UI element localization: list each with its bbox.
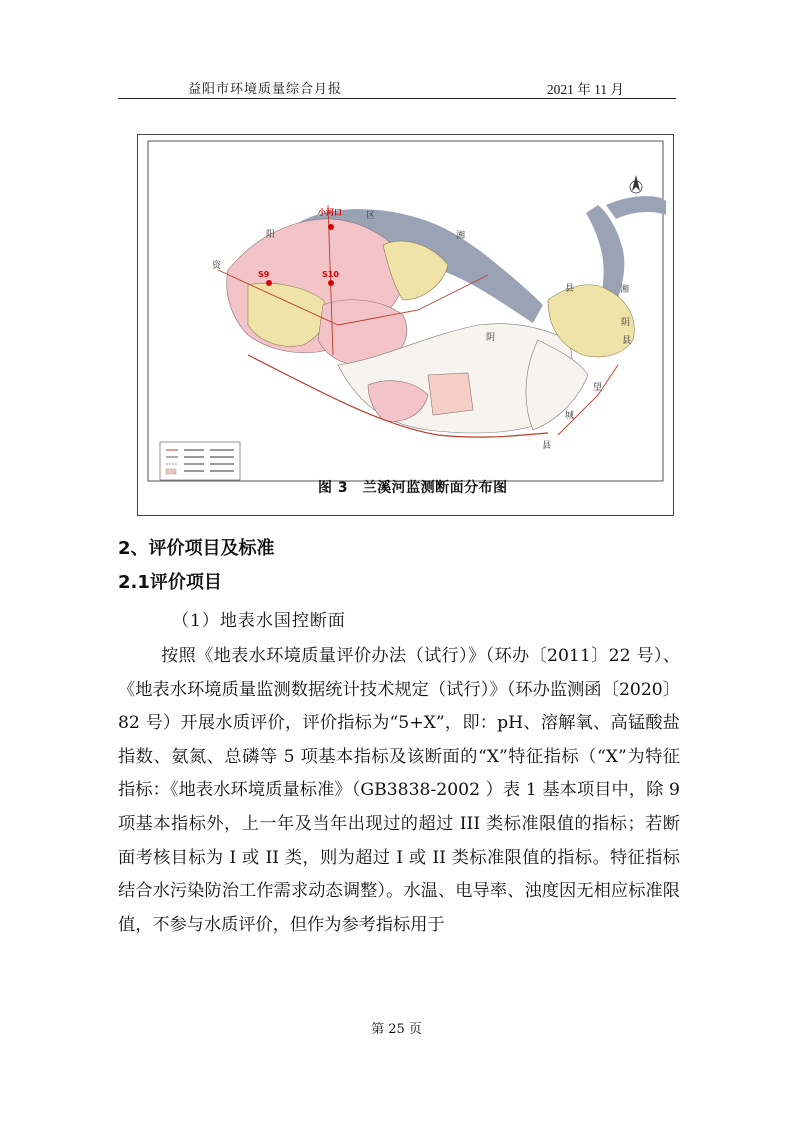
map-label-yang: 阳 <box>266 230 276 240</box>
xiaohekou-label: 小河口 <box>318 208 342 217</box>
map-label-xian-3: 县 <box>542 441 552 451</box>
report-title: 益阳市环境质量综合月报 <box>188 82 343 97</box>
page-number: 第 25 页 <box>371 1022 422 1037</box>
map-label-xian-2: 县 <box>622 336 632 346</box>
page-header <box>118 70 676 99</box>
map-label-cheng: 城 <box>565 411 575 421</box>
figure-caption: 图 3 兰溪河监测断面分布图 <box>318 480 508 496</box>
s10-label: S10 <box>322 270 339 279</box>
s9-station-marker <box>266 280 272 286</box>
pink-district-grid <box>428 373 473 415</box>
s9-label: S9 <box>258 270 270 279</box>
monitoring-map <box>138 135 673 515</box>
section-heading: 2、评价项目及标准 <box>118 538 275 559</box>
s10-station-marker <box>328 280 334 286</box>
list-item-heading: （1）地表水国控断面 <box>172 611 346 631</box>
map-label-yin-1: 阴 <box>486 333 496 343</box>
map-label-yin-2: 阴 <box>621 318 631 328</box>
map-label-wang: 望 <box>593 383 603 393</box>
subsection-heading: 2.1评价项目 <box>118 572 222 593</box>
report-date: 2021 年 11 月 <box>546 82 624 97</box>
map-label-xiang-2: 湘 <box>620 285 630 295</box>
map-label-qu: 区 <box>366 211 376 221</box>
body-paragraph <box>118 640 680 942</box>
map-label-zi: 资 <box>212 261 222 271</box>
map-legend <box>160 442 240 480</box>
map-label-xian-1: 县 <box>565 284 575 294</box>
xiaohekou-station-marker <box>328 224 334 230</box>
map-figure <box>137 134 674 516</box>
paragraph-text: 按照《地表水环境质量评价办法（试行）》（环办〔2011〕22 号）、《地表水环境质量监测数据统计技术规定（试行）》（环办监测函〔2020〕82 号）开展水质评价，评价指标为“5+X”，即：pH、溶解氧、高锰酸盐指数、氨氮、总磷等 5 项基本指标及该断面的“X”特征指标（“X”为特征指标：《地表水环境质量标准》（GB3838-2002 ）表 1 基本项目中，除 9 项基本指标外，上一年及当年出现过的超过 III 类标准限值的指标；若断面考核目标为 I 或 II 类，则为超过 I 或 II 类标准限值的指标。特征指标结合水污染防治工作需求动态调整）。水温、电导率、浊度因无相应标准限值，不参与水质评价，但作为参考指标用于 <box>118 646 680 935</box>
map-label-xiang-1: 湘 <box>456 231 466 241</box>
